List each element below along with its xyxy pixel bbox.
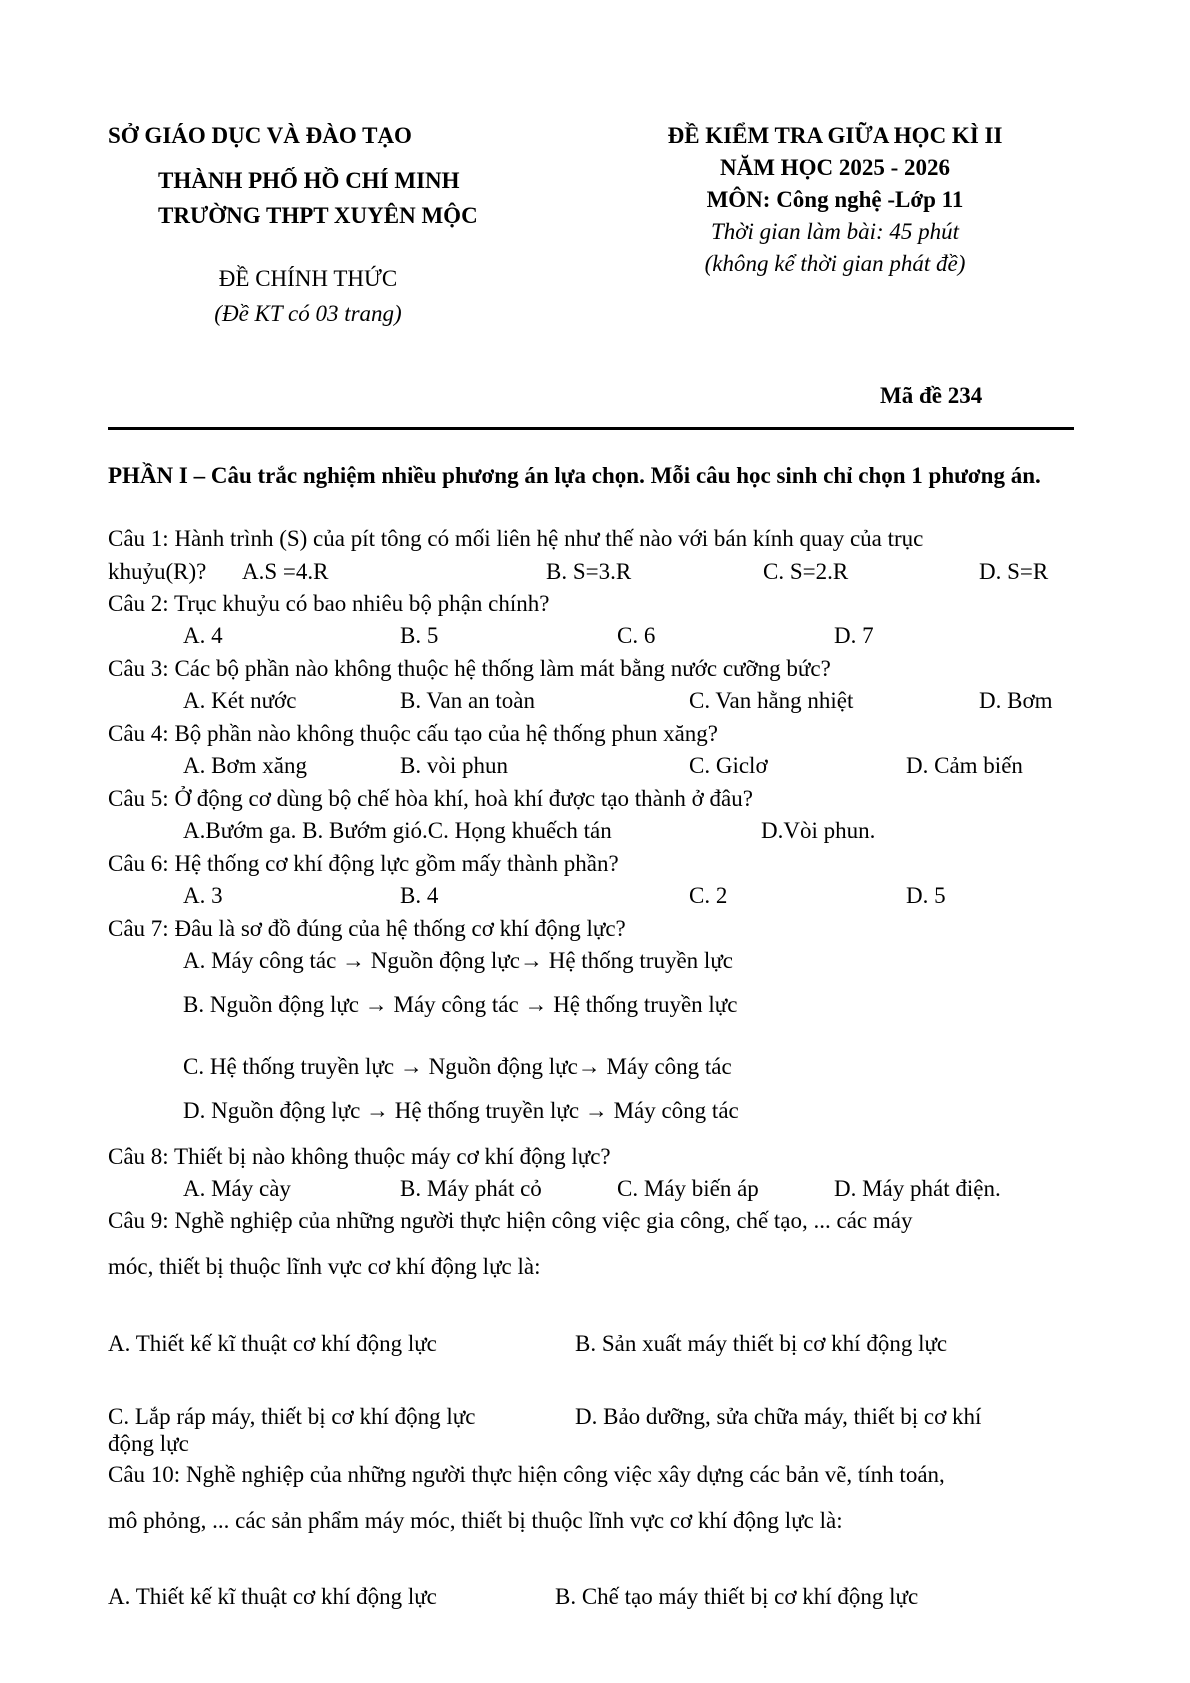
q7-option-a: A. Máy công tác → Nguồn động lực→ Hệ thống truyền lực (183, 948, 733, 973)
q7-option-d: D. Nguồn động lực → Hệ thống truyền lực → Máy công tác (183, 1098, 739, 1123)
department-name: SỞ GIÁO DỤC VÀ ĐÀO TẠO (108, 123, 412, 148)
q1-option-c: C. S=2.R (763, 559, 849, 584)
q2-option-d: D. 7 (834, 623, 874, 648)
q6-option-d: D. 5 (906, 883, 946, 908)
q4-stem: Câu 4: Bộ phần nào không thuộc cấu tạo của hệ thống phun xăng? (108, 721, 718, 746)
q4-option-a: A. Bơm xăng (183, 753, 307, 778)
city-name: THÀNH PHỐ HỒ CHÍ MINH (158, 168, 460, 193)
q9-stem: Câu 9: Nghề nghiệp của những người thực hiện công việc gia công, chế tạo, ... các máy (108, 1208, 913, 1233)
official-label: ĐỀ CHÍNH THỨC (218, 266, 398, 291)
q3-option-c: C. Van hằng nhiệt (689, 688, 854, 713)
q4-option-c: C. Giclơ (689, 753, 768, 778)
q5-options-abc: A.Bướm ga. B. Bướm gió.C. Họng khuếch tán (183, 818, 612, 843)
q3-option-a: A. Két nước (183, 688, 297, 713)
exam-code: Mã đề 234 (880, 383, 983, 408)
q9-option-d: D. Bảo dưỡng, sửa chữa máy, thiết bị cơ khí (575, 1404, 982, 1429)
q6-option-c: C. 2 (689, 883, 728, 908)
q8-stem: Câu 8: Thiết bị nào không thuộc máy cơ khí động lực? (108, 1144, 611, 1169)
q2-option-c: C. 6 (617, 623, 656, 648)
q6-option-b: B. 4 (400, 883, 439, 908)
q10-stem: Câu 10: Nghề nghiệp của những người thực hiện công việc xây dựng các bản vẽ, tính toán, (108, 1462, 945, 1487)
q9-option-c: C. Lắp ráp máy, thiết bị cơ khí động lực (108, 1404, 476, 1429)
q3-option-d: D. Bơm (979, 688, 1053, 713)
q2-option-a: A. 4 (183, 623, 223, 648)
q4-option-d: D. Cảm biến (906, 753, 1023, 778)
q7-option-c: C. Hệ thống truyền lực → Nguồn động lực→ Máy công tác (183, 1054, 732, 1079)
q9-stem-cont: móc, thiết bị thuộc lĩnh vực cơ khí động lực là: (108, 1254, 541, 1279)
school-year: NĂM HỌC 2025 - 2026 (720, 155, 950, 180)
q9-option-a: A. Thiết kế kĩ thuật cơ khí động lực (108, 1331, 437, 1356)
q5-stem: Câu 5: Ở động cơ dùng bộ chế hòa khí, hoà khí được tạo thành ở đâu? (108, 786, 753, 811)
q10-stem-cont: mô phỏng, ... các sản phẩm máy móc, thiết bị thuộc lĩnh vực cơ khí động lực là: (108, 1508, 843, 1533)
q7-stem: Câu 7: Đâu là sơ đồ đúng của hệ thống cơ khí động lực? (108, 916, 626, 941)
q1-stem-cont: khuỷu(R)? (108, 559, 207, 584)
q8-option-a: A. Máy cày (183, 1176, 291, 1201)
q2-option-b: B. 5 (400, 623, 439, 648)
q8-option-b: B. Máy phát cỏ (400, 1176, 542, 1201)
q6-stem: Câu 6: Hệ thống cơ khí động lực gồm mấy thành phần? (108, 851, 619, 876)
q5-option-d: D.Vòi phun. (761, 818, 876, 843)
school-name: TRƯỜNG THPT XUYÊN MỘC (158, 203, 478, 228)
exam-title: ĐỀ KIỂM TRA GIỮA HỌC KÌ II (667, 123, 1003, 148)
q7-option-b: B. Nguồn động lực → Máy công tác → Hệ thống truyền lực (183, 992, 738, 1017)
q10-option-b: B. Chế tạo máy thiết bị cơ khí động lực (555, 1584, 919, 1609)
time-limit: Thời gian làm bài: 45 phút (710, 219, 960, 244)
q3-stem: Câu 3: Các bộ phần nào không thuộc hệ thống làm mát bằng nước cưỡng bức? (108, 656, 831, 681)
subject-label: MÔN: Công nghệ -Lớp 11 (706, 187, 964, 212)
q4-option-b: B. vòi phun (400, 753, 508, 778)
q1-option-d: D. S=R (979, 559, 1049, 584)
q9-option-d-cont: động lực (108, 1431, 189, 1456)
q1-option-a: A.S =4.R (242, 559, 329, 584)
q6-option-a: A. 3 (183, 883, 223, 908)
q3-option-b: B. Van an toàn (400, 688, 536, 713)
page-count-note: (Đề KT có 03 trang) (214, 301, 402, 326)
q2-stem: Câu 2: Trục khuỷu có bao nhiêu bộ phận chính? (108, 591, 550, 616)
q8-option-d: D. Máy phát điện. (834, 1176, 1001, 1201)
q10-option-a: A. Thiết kế kĩ thuật cơ khí động lực (108, 1584, 437, 1609)
q8-option-c: C. Máy biến áp (617, 1176, 759, 1201)
header-divider (108, 427, 1074, 430)
q9-option-b: B. Sản xuất máy thiết bị cơ khí động lực (575, 1331, 948, 1356)
part1-title: PHẦN I – Câu trắc nghiệm nhiều phương án lựa chọn. Mỗi câu học sinh chỉ chọn 1 phương án. (108, 463, 1041, 488)
q1-option-b: B. S=3.R (546, 559, 632, 584)
q1-stem: Câu 1: Hành trình (S) của pít tông có mối liên hệ như thế nào với bán kính quay của trục (108, 526, 924, 551)
time-note: (không kể thời gian phát đề) (704, 251, 966, 276)
